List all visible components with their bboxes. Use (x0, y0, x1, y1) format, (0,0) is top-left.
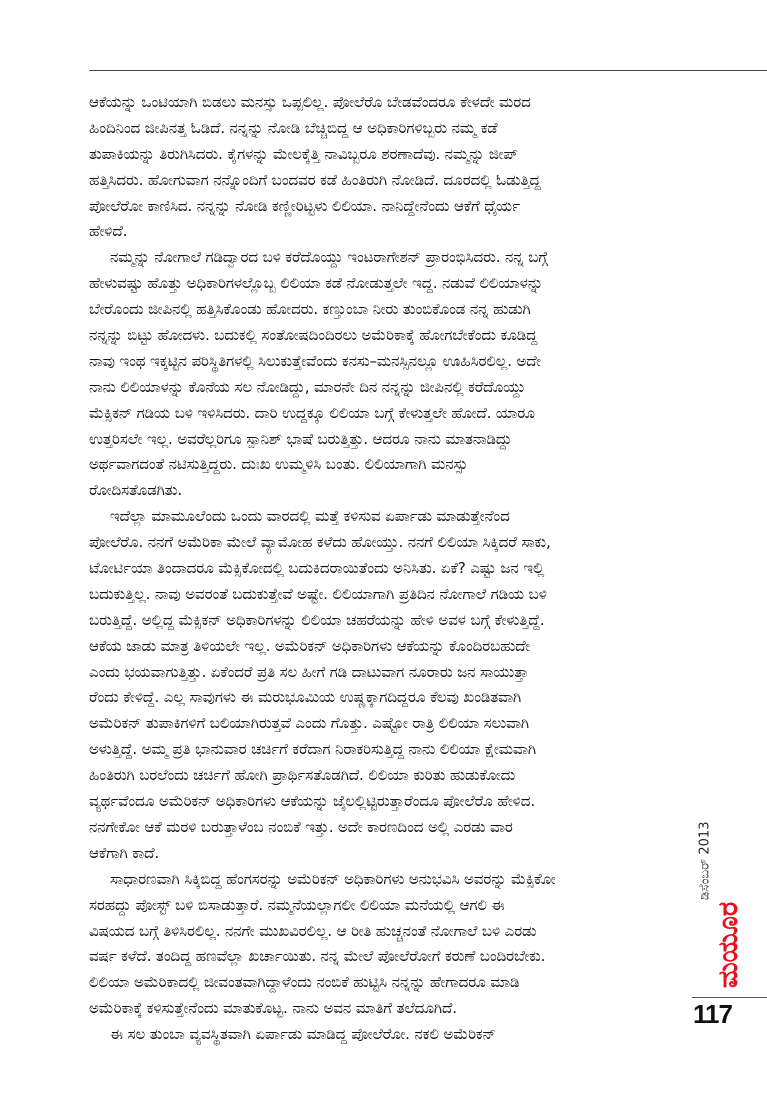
text-line: ಹಿಂತಿರುಗಿ ಬರಲೆಂದು ಚರ್ಚಿಗೆ ಹೋಗಿ ಪ್ರಾರ್ಥಿಸತೊಡಗಿದೆ. ಲಿಲಿಯಾ ಕುರಿತು ಹುಡುಕೋದು (89, 766, 516, 785)
text-line: ಈ ಸಲ ತುಂಬಾ ವ್ಯವಸ್ಥಿತವಾಗಿ ಏರ್ಪಾಡು ಮಾಡಿದ್ದ ಪೋಲೆರೋ. ನಕಲಿ ಅಮೆರಿಕನ್ (110, 1025, 496, 1044)
text-line: ಪೋಲೆರೊ. ನನಗೆ ಅಮೆರಿಕಾ ಮೇಲೆ ವ್ಯಾಮೋಹ ಕಳೆದು ಹೋಯ್ತು. ನನಗೆ ಲಿಲಿಯಾ ಸಿಕ್ಕಿದರೆ ಸಾಕು, (89, 533, 551, 552)
text-line: ಆಕೆಯನ್ನು ಒಂಟಿಯಾಗಿ ಬಿಡಲು ಮನಸ್ಸು ಒಪ್ಪಲಿಲ್ಲ. ಪೋಲೆರೊ ಬೇಡವೆಂದರೂ ಕೇಳದೇ ಮರದ (89, 93, 531, 111)
text-line: ನಾನು ಲಿಲಿಯಾಳನ್ನು ಕೊನೆಯ ಸಲ ನೋಡಿದ್ದು, ಮಾರನೇ ದಿನ ನನ್ನನ್ನು ಜೀಪಿನಲ್ಲಿ ಕರೆದೊಯ್ದು (89, 377, 526, 396)
text-line: ಪೋಲೆರೋ ಕಾಣಿಸಿದ. ನನ್ನನ್ನು ನೋಡಿ ಕಣ್ಣೀರಿಟ್ಟಳು ಲಿಲಿಯಾ. ನಾನಿದ್ದೇನೆಂದು ಆಕೆಗೆ ಧೈರ್ಯ (89, 196, 520, 215)
text-line: ವರ್ಷ ಕಳೆದೆ. ತಂದಿದ್ದ ಹಣವೆಲ್ಲಾ ಖರ್ಚಾಯಿತು. ನನ್ನ ಮೇಲೆ ಪೋಲೆರೋಗೆ ಕರುಣೆ ಬಂದಿರಬೇಕು. (89, 947, 546, 966)
magazine-masthead: ಮಯೂರ (713, 901, 744, 989)
text-line: ವಿಷಯದ ಬಗ್ಗೆ ತಿಳಿಸಿರಲಿಲ್ಲ. ನನಗೇ ಮುಖವಿರಲಿಲ್ಲ. ಆ ರೀತಿ ಹುಚ್ಚನಂತೆ ನೋಗಾಲೆ ಬಳಿ ಎರಡು (89, 921, 537, 940)
text-line: ಇದೆಲ್ಲಾ ಮಾಮೂಲೆಂದು ಒಂದು ವಾರದಲ್ಲಿ ಮತ್ತೆ ಕಳಿಸುವ ಏರ್ಪಾಡು ಮಾಡುತ್ತೇನೆಂದ (110, 507, 510, 526)
text-line: ಅರ್ಥವಾಗದಂತೆ ನಟಿಸುತ್ತಿದ್ದರು. ದುಃಖ ಉಮ್ಮಳಿಸಿ ಬಂತು. ಲಿಲಿಯಾಗಾಗಿ ಮನಸ್ಸು (89, 455, 468, 474)
text-line: ಅಳುತ್ತಿದ್ದೆ. ಅಮ್ಮ ಪ್ರತಿ ಭಾನುವಾರ ಚರ್ಚಿಗೆ ಕರೆದಾಗ ನಿರಾಕರಿಸುತ್ತಿದ್ದ ನಾನು ಲಿಲಿಯಾ ಕ್ಷೇಮವಾಗಿ (89, 740, 536, 759)
text-line: ಹೇಳುವಷ್ಟು ಹೊತ್ತು ಅಧಿಕಾರಿಗಳಲ್ಲೊಬ್ಬ ಲಿಲಿಯಾ ಕಡೆ ನೋಡುತ್ತಲೇ ಇದ್ದ. ನಡುವೆ ಲಿಲಿಯಾಳನ್ನು (89, 274, 543, 293)
text-line: ರೋದಿಸತೊಡಗಿತು. (89, 481, 183, 500)
text-line: ಉತ್ತರಿಸಲೇ ಇಲ್ಲ. ಅವರೆಲ್ಲರಿಗೂ ಸ್ಪಾನಿಶ್ ಭಾಷೆ ಬರುತ್ತಿತ್ತು. ಆದರೂ ನಾನು ಮಾತನಾಡಿದ್ದು (89, 429, 512, 448)
text-line: ಅಮೆರಿಕಾಕ್ಕೆ ಕಳಿಸುತ್ತೇನೆಂದು ಮಾತುಕೊಟ್ಟ. ನಾನು ಅವನ ಮಾತಿಗೆ ತಲೆದೂಗಿದೆ. (89, 999, 457, 1018)
text-line: ತುಪಾಕಿಯನ್ನು ತಿರುಗಿಸಿದರು. ಕೈಗಳನ್ನು ಮೇಲಕ್ಕೆತ್ತಿ ನಾವಿಬ್ಬರೂ ಶರಣಾದೆವು. ನಮ್ಮನ್ನು ಜೀಪ್ (89, 144, 518, 163)
text-line: ಹಿಂದಿನಿಂದ ಜೀಪಿನತ್ತ ಓಡಿದೆ. ನನ್ನನ್ನು ನೋಡಿ ಬೆಚ್ಚಿಬಿದ್ದ ಆ ಅಧಿಕಾರಿಗಳಿಬ್ಬರು ನಮ್ಮ ಕಡೆ (89, 118, 498, 137)
text-line: ಬರುತ್ತಿದ್ದೆ. ಅಲ್ಲಿದ್ದ ಮೆಕ್ಸಿಕನ್ ಅಧಿಕಾರಿಗಳನ್ನು ಲಿಲಿಯಾ ಚಹರೆಯನ್ನು ಹೇಳಿ ಅವಳ ಬಗ್ಗೆ ಕೇಳುತ್ತಿದ್ದೆ. (89, 610, 545, 629)
issue-date: ಡಿಸೆಂಬರ್ 2013 (697, 821, 713, 900)
text-line: ಸರಹದ್ದು ಪೋಸ್ಟ್ ಬಳಿ ಬಿಸಾಡುತ್ತಾರೆ. ನಮ್ಮನೆಯಲ್ಲಾಗಲೀ ಲಿಲಿಯಾ ಮನೆಯಲ್ಲಿ ಆಗಲಿ ಈ (89, 895, 505, 914)
text-line: ಬೇರೊಂದು ಜೀಪಿನಲ್ಲಿ ಹತ್ತಿಸಿಕೊಂಡು ಹೋದರು. ಕಣ್ತುಂಬಾ ನೀರು ತುಂಬಿಕೊಂಡ ನನ್ನ ಹುಡುಗಿ (89, 300, 531, 319)
text-line: ಎಂದು ಭಯವಾಗುತ್ತಿತ್ತು. ಏಕೆಂದರೆ ಪ್ರತಿ ಸಲ ಹೀಗೆ ಗಡಿ ದಾಟುವಾಗ ನೂರಾರು ಜನ ಸಾಯುತ್ತಾ (89, 662, 529, 681)
article-body (89, 90, 669, 1048)
text-line: ಅಮೆರಿಕನ್ ತುಪಾಕಿಗಳಿಗೆ ಬಲಿಯಾಗಿರುತ್ತವೆ ಎಂದು ಗೊತ್ತು. ಎಷ್ಟೋ ರಾತ್ರಿ ಲಿಲಿಯಾ ಸಲುವಾಗಿ (89, 714, 530, 733)
text-line: ಆಕೆಗಾಗಿ ಕಾದೆ. (89, 843, 160, 862)
text-line: ನನ್ನನ್ನು ಬಿಟ್ಟು ಹೋದಳು. ಬದುಕಲ್ಲಿ ಸಂತೋಷದಿಂದಿರಲು ಅಮೆರಿಕಾಕ್ಕೆ ಹೋಗಬೇಕೆಂದು ಕೂಡಿದ್ದ (89, 326, 538, 345)
text-line: ರೆಂದು ಕೇಳಿದ್ದೆ. ಎಲ್ಲ ಸಾವುಗಳು ಈ ಮರುಭೂಮಿಯ ಉಷ್ಣಕ್ಕಾಗದಿದ್ದರೂ ಕೆಲವು ಖಂಡಿತವಾಗಿ (89, 688, 522, 707)
text-line: ನನಗೇಕೋ ಆಕೆ ಮರಳಿ ಬರುತ್ತಾಳೆಂಬ ನಂಬಿಕೆ ಇತ್ತು. ಅದೇ ಕಾರಣದಿಂದ ಅಲ್ಲಿ ಎರಡು ವಾರ (89, 817, 513, 836)
text-line: ಹತ್ತಿಸಿದರು. ಹೋಗುವಾಗ ನನ್ನೊಂದಿಗೆ ಬಂದವರ ಕಡೆ ಹಿಂತಿರುಗಿ ನೋಡಿದೆ. ದೂರದಲ್ಲಿ ಓಡುತ್ತಿದ್ದ (89, 170, 541, 189)
text-line: ಹೇಳಿದೆ. (89, 222, 128, 241)
footer-rule (692, 997, 767, 998)
text-line: ಲಿಲಿಯಾ ಅಮೆರಿಕಾದಲ್ಲಿ ಜೀವಂತವಾಗಿದ್ದಾಳೆಂದು ನಂಬಿಕೆ ಹುಟ್ಟಿಸಿ ನನ್ನನ್ನು ಹೇಗಾದರೂ ಮಾಡಿ (89, 973, 520, 992)
text-line: ಆಕೆಯ ಜಾಡು ಮಾತ್ರ ತಿಳಿಯಲೇ ಇಲ್ಲ. ಅಮೆರಿಕನ್ ಅಧಿಕಾರಿಗಳು ಆಕೆಯನ್ನು ಕೊಂದಿರಬಹುದೇ (89, 636, 530, 655)
text-line: ವ್ಯರ್ಥವೆಂದೂ ಅಮೆರಿಕನ್ ಅಧಿಕಾರಿಗಳು ಆಕೆಯನ್ನು ಜೈಲಲ್ಲಿಟ್ಟಿರುತ್ತಾರೆಂದೂ ಪೋಲೆರೊ ಹೇಳಿದ. (89, 792, 535, 811)
text-line: ನಾವು ಇಂಥ ಇಕ್ಕಟ್ಟಿನ ಪರಿಸ್ಥಿತಿಗಳಲ್ಲಿ ಸಿಲುಕುತ್ತೇವೆಂದು ಕನಸು–ಮನಸ್ಸಿನಲ್ಲೂ ಊಹಿಸಿರಲಿಲ್ಲ. ಅದೇ (89, 351, 541, 370)
header-rule (89, 70, 767, 71)
text-line: ಬದುಕುತ್ತಿಲ್ಲ. ನಾವು ಅವರಂತೆ ಬದುಕುತ್ತೇವೆ ಅಷ್ಟೇ. ಲಿಲಿಯಾಗಾಗಿ ಪ್ರತಿದಿನ ನೋಗಾಲೆ ಗಡಿಯ ಬಳಿ (89, 584, 547, 603)
text-line: ಟೋರ್ಟಿಯಾ ತಿಂದಾದರೂ ಮೆಕ್ಸಿಕೋದಲ್ಲಿ ಬದುಕಿದರಾಯಿತೆಂದು ಅನಿಸಿತು. ಏಕೆ? ಎಷ್ಟು ಜನ ಇಲ್ಲಿ (89, 559, 545, 578)
text-line: ಸಾಧಾರಣವಾಗಿ ಸಿಕ್ಕಿಬಿದ್ದ ಹೆಂಗಸರನ್ನು ಅಮೆರಿಕನ್ ಅಧಿಕಾರಿಗಳು ಅನುಭವಿಸಿ ಅವರನ್ನು ಮೆಕ್ಸಿಕೋ (110, 869, 556, 888)
text-line: ನಮ್ಮನ್ನು ನೋಗಾಲೆ ಗಡಿದ್ವಾರದ ಬಳಿ ಕರೆದೊಯ್ದು ಇಂಟರಾಗೇಶನ್ ಪ್ರಾರಂಭಿಸಿದರು. ನನ್ನ ಬಗ್ಗೆ (110, 248, 548, 267)
page-number: 117 (693, 999, 732, 1029)
text-line: ಮೆಕ್ಸಿಕನ್ ಗಡಿಯ ಬಳಿ ಇಳಿಸಿದರು. ದಾರಿ ಉದ್ದಕ್ಕೂ ಲಿಲಿಯಾ ಬಗ್ಗೆ ಕೇಳುತ್ತಲೇ ಹೋದೆ. ಯಾರೂ (89, 403, 535, 422)
